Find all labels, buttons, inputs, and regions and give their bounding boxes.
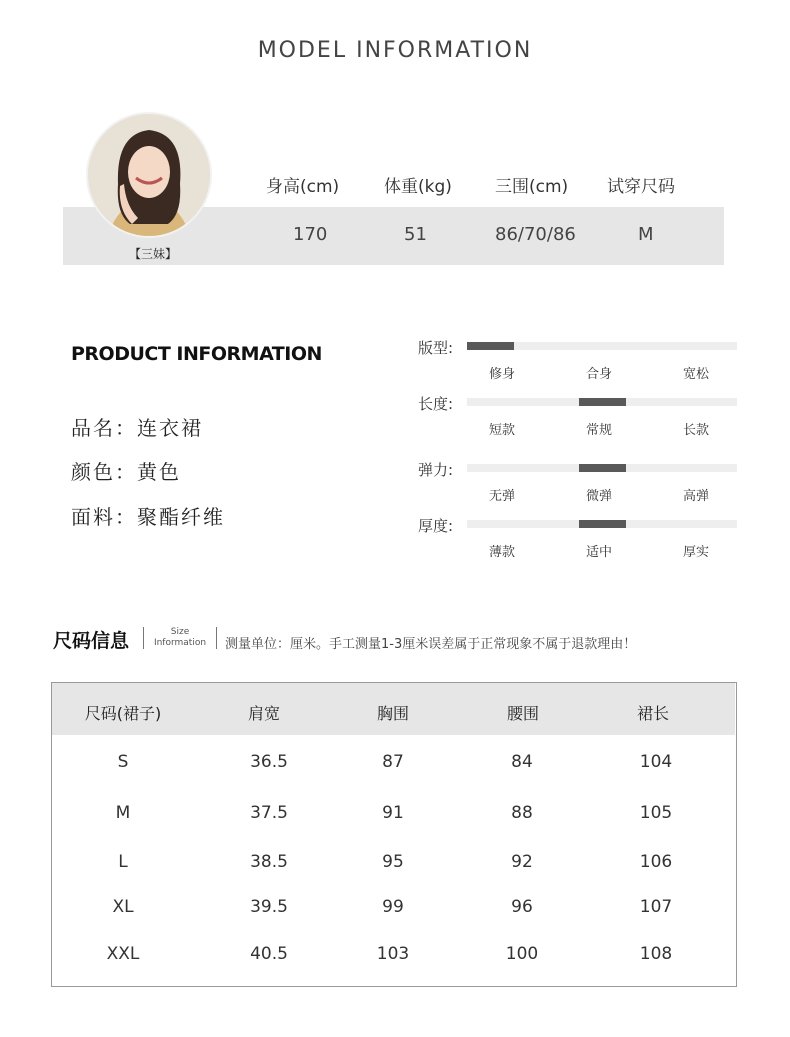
table-cell: 100 xyxy=(505,944,539,964)
table-cell: 99 xyxy=(382,897,404,917)
model-value-measurements: 86/70/86 xyxy=(495,224,576,245)
attr-label-thickness: 厚度: xyxy=(418,517,454,535)
model-value-height: 170 xyxy=(293,224,328,245)
table-cell: 40.5 xyxy=(250,944,288,964)
table-cell: 104 xyxy=(639,752,673,772)
table-cell: M xyxy=(115,803,131,823)
table-cell: L xyxy=(118,852,128,872)
table-cell: 108 xyxy=(639,944,673,964)
attr-indicator-length xyxy=(579,398,626,406)
table-cell: 38.5 xyxy=(250,852,288,872)
table-cell: 88 xyxy=(511,803,533,823)
divider xyxy=(216,627,217,649)
table-cell: 96 xyxy=(511,897,533,917)
table-cell: 84 xyxy=(511,752,533,772)
model-header-size: 试穿尺码 xyxy=(607,177,675,197)
model-value-size: M xyxy=(638,224,654,245)
product-color: 颜色：黄色 xyxy=(71,460,181,484)
size-info-title: 尺码信息 xyxy=(53,630,130,652)
size-info-note: 测量单位：厘米。手工测量1-3厘米误差属于正常现象不属于退款理由！ xyxy=(225,637,637,652)
product-name: 品名：连衣裙 xyxy=(71,416,203,440)
model-header-weight: 体重(kg) xyxy=(384,177,452,197)
table-cell: 92 xyxy=(511,852,533,872)
table-cell: 37.5 xyxy=(250,803,288,823)
size-table-header-cell: 裙长 xyxy=(636,704,669,723)
table-cell: S xyxy=(117,752,129,772)
size-info-subtitle-line1: Size xyxy=(170,627,190,637)
table-cell: XXL xyxy=(106,944,140,964)
table-cell: 103 xyxy=(376,944,410,964)
attr-option: 宽松 xyxy=(682,367,709,382)
product-material: 面料：聚酯纤维 xyxy=(71,505,225,529)
model-photo-icon xyxy=(88,114,210,236)
table-cell: 87 xyxy=(382,752,404,772)
attr-option: 无弹 xyxy=(488,489,515,504)
attr-option: 适中 xyxy=(585,545,612,560)
attr-track-fit xyxy=(467,342,737,350)
attr-option: 薄款 xyxy=(488,545,515,560)
model-name: 【三妹】 xyxy=(128,247,177,261)
attr-option: 厚实 xyxy=(682,545,709,560)
attr-option: 修身 xyxy=(488,367,515,382)
size-table-header-cell: 肩宽 xyxy=(247,704,280,723)
size-table-header-cell: 胸围 xyxy=(376,704,409,723)
model-avatar xyxy=(86,112,212,238)
attr-label-elasticity: 弹力: xyxy=(418,461,454,479)
product-info-title: PRODUCT INFORMATION xyxy=(71,343,322,365)
attr-option: 常规 xyxy=(585,423,612,438)
size-info-subtitle-line2: Information xyxy=(153,638,207,648)
attr-option: 微弹 xyxy=(585,489,612,504)
attr-track-thickness xyxy=(467,520,737,528)
model-header-measurements: 三围(cm) xyxy=(495,177,569,197)
attr-option: 高弹 xyxy=(682,489,709,504)
attr-option: 合身 xyxy=(585,367,612,382)
model-value-weight: 51 xyxy=(404,224,427,245)
attr-option: 长款 xyxy=(682,423,709,438)
page-title: MODEL INFORMATION xyxy=(257,38,533,63)
model-header-height: 身高(cm) xyxy=(266,177,340,197)
attr-label-length: 长度: xyxy=(418,395,454,413)
attr-track-length xyxy=(467,398,737,406)
table-cell: 39.5 xyxy=(250,897,288,917)
attr-label-fit: 版型: xyxy=(418,339,454,357)
attr-track-elasticity xyxy=(467,464,737,472)
table-cell: XL xyxy=(112,897,134,917)
attr-option: 短款 xyxy=(488,423,515,438)
attr-indicator-fit xyxy=(467,342,514,350)
table-cell: 107 xyxy=(639,897,673,917)
divider xyxy=(143,627,144,649)
size-table-header-cell: 尺码(裙子) xyxy=(84,704,162,723)
size-table-header-cell: 腰围 xyxy=(506,704,539,723)
table-cell: 91 xyxy=(382,803,404,823)
attr-indicator-elasticity xyxy=(579,464,626,472)
size-info-subtitle xyxy=(150,627,210,649)
attr-indicator-thickness xyxy=(579,520,626,528)
table-cell: 36.5 xyxy=(250,752,288,772)
table-cell: 95 xyxy=(382,852,404,872)
table-cell: 106 xyxy=(639,852,673,872)
table-cell: 105 xyxy=(639,803,673,823)
